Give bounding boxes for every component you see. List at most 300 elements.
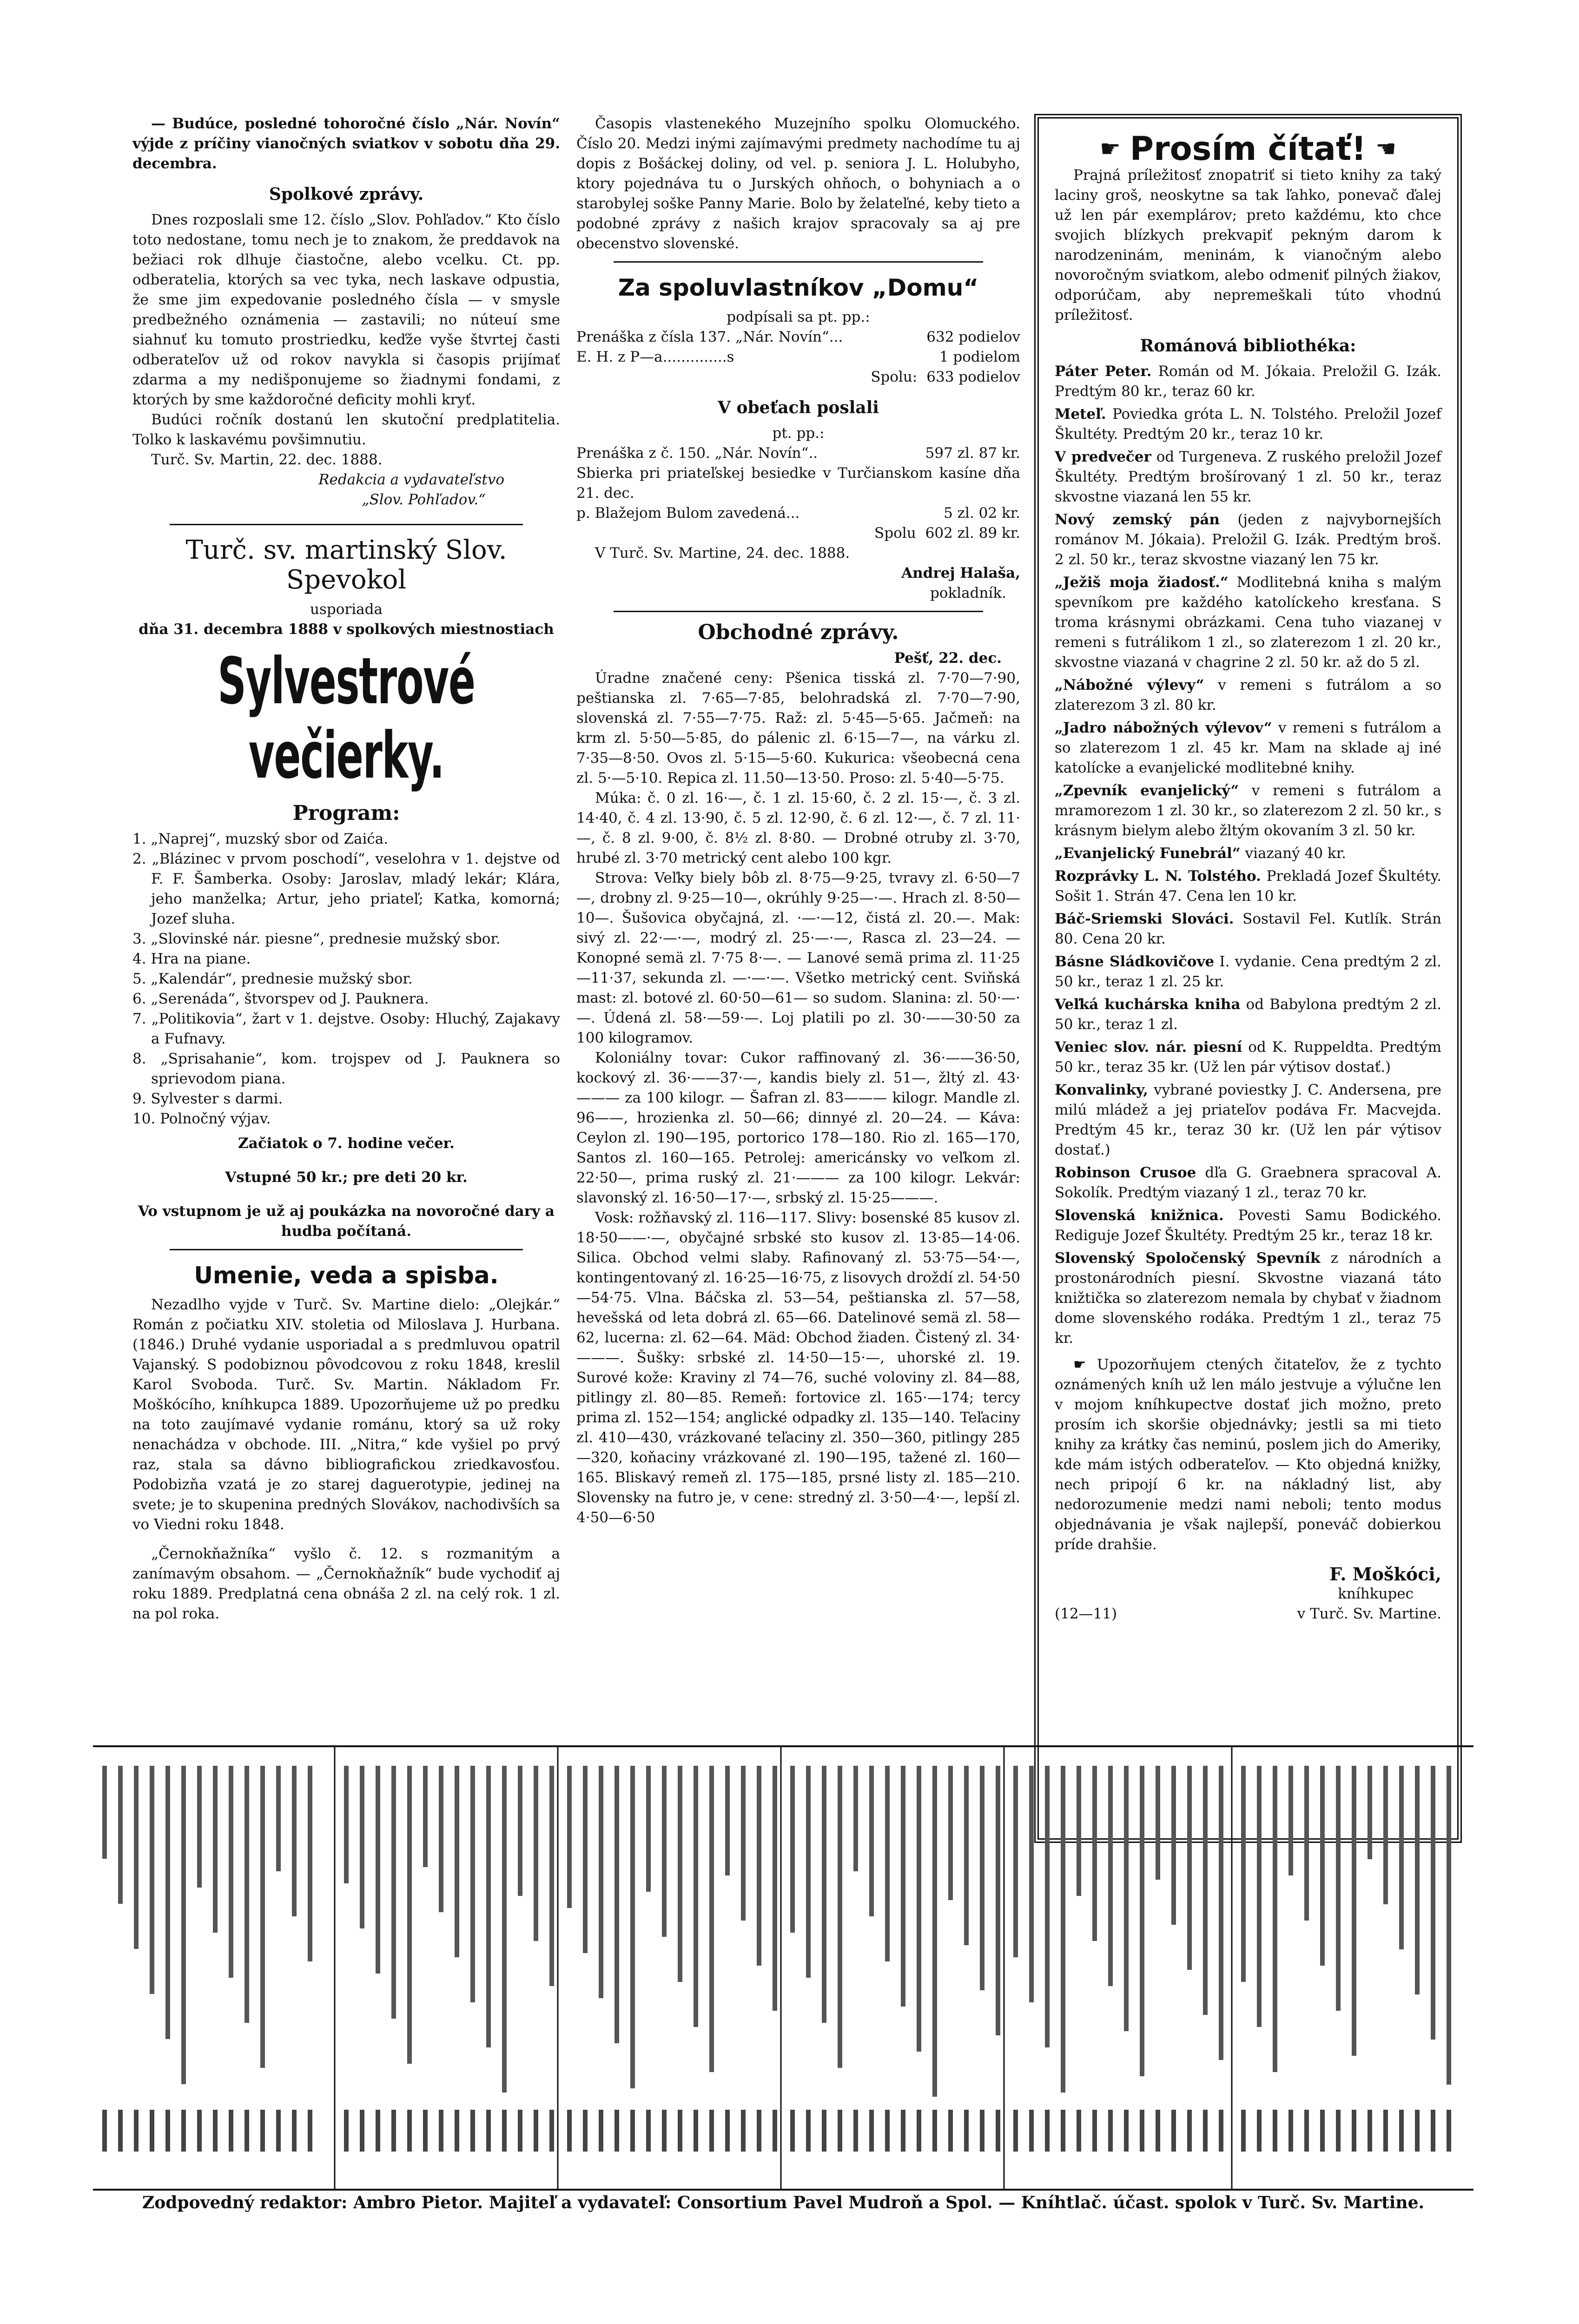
book-title: Robinson Crusoe bbox=[1055, 1164, 1196, 1181]
table-number bbox=[534, 2110, 538, 2152]
table-number bbox=[917, 2110, 921, 2152]
book-desc: od K. Ruppeldta. Predtým 50 kr., teraz 35 kr. (Už len pár výtisov dostať.) bbox=[1055, 1039, 1441, 1076]
table-number bbox=[423, 2110, 428, 2152]
table-number bbox=[773, 2110, 777, 2152]
obchodne-text-5: Vosk: rožňavský zl. 116—117. Slivy: bosenské 85 kusov zl. 18·50——·—, obyčajné srbské sto kusov zl. 13·85—14·06. Silica. Obchod velmi slaby. Rafinovaný zl. 53·75—54·—, kontingentovaný zl. 16·25—16·75, z lisovych droždí zl. 54·50—54·75. Vlna. Báčska zl. 53—54, peštianska zl. 57—58, hevešská od leta dobrá zl. 65—66. Datelinové semä zl. 58—62, lucerna: zl. 62—64. Mäd: Obchod žiaden. Čistený zl. 34·———. Šušky: srbské zl. 14·50—15·—, uhorské zl. 19. Surové kože: Kraviny zl 74—76, suché voloviny zl. 84—88, pitlingy zl. 80—85. Remeň: fortovice zl. 165·—174; tercy prima zl. 152—154; anglické odpadky zl. 135—140. Teľaciny zl. 410—430, vrázkované teľaciny zl. 350—360, pitlingy 285—320, koňaciny vrázkované zl. 190—195, tažené zl. 160—165. Bliskavý remeň zl. 175—185, prsné listy zl. 185—210. Slovensky na futro je, v cene: stredný zl. 3·50—4·—, lepší zl. 4·50—6·50 bbox=[576, 1209, 1020, 1526]
table-text-line bbox=[964, 1766, 969, 1945]
table-text-line bbox=[213, 1766, 218, 1933]
imprint-footer: Zodpovedný redaktor: Ambro Pietor. Majiteľ a vydavateľ: Consortium Pavel Mudroň a Spol. — Kníhtlač. účast. spolok v Turč. Sv. Martine. bbox=[142, 2193, 1425, 2212]
pointing-hand-icon: ☛ bbox=[1073, 1356, 1097, 1373]
book-desc: Sostavil Fel. Kutlík. Strán 80. Cena 20 kr. bbox=[1055, 911, 1441, 947]
book-entry bbox=[1055, 362, 1441, 402]
signature-footer bbox=[1055, 1604, 1441, 1624]
book-title: V predvečer bbox=[1055, 449, 1151, 465]
umenie-text: Nezadlho vyjde v Turč. Sv. Martine dielo: „Olejkár.“ Román z počiatku XIV. stoletia od Miloslava J. Hurbana. (1846.) Druhé vydanie usporiadal a s predmluvou opatril Vajanský. S podobiznou pôvodcovou z roku 1848, kreslil Karol Svoboda. Turč. Sv. Martin. Nákladom Fr. Moškócího, kníhkupca 1889. Upozorňujeme už po predku na toto zaujímavé vydanie románu, ktorý sa už roky nenachádza v obchode. III. „Nitra,“ kde vyšiel po prvý raz, stala sa dávno bibliografickou zriedkavosťou. Podobizňa vzatá je zo starej daguerotypie, jedinej na svete; je to skupenina predných Slovákov, nachodivších sa vo Viedni roku 1848. bbox=[132, 1296, 560, 1533]
domu-row bbox=[576, 347, 1020, 367]
divider bbox=[170, 524, 523, 525]
table-text-line bbox=[757, 1766, 761, 1966]
table-text-line bbox=[308, 1766, 312, 1961]
table-number bbox=[1368, 2110, 1372, 2152]
table-number bbox=[694, 2110, 698, 2152]
table-text-line bbox=[376, 1766, 380, 1974]
book-title: Konvalinky, bbox=[1055, 1082, 1148, 1098]
table-text-line bbox=[806, 1766, 811, 1978]
row-value: 633 podielov bbox=[926, 369, 1020, 385]
obchodne-text: Úradne značené ceny: Pšenica tisská zl. 7·70—7·90, peštianska zl. 7·65—7·85, belohradská zl. 7·70—7·90, slovenská zl. 7·55—7·75. Raž: zl. 5·45—5·65. Jačmeň: na krm zl. 5·50—5·85, do pálenic zl. 6·15—7—, na várku zl. 7·35—8·50. Ovos zl. 5·15—5·60. Kukurica: všeobecná cena zl. 5·—5·10. Repica zl. 11.50—13·50. Proso: zl. 5·40—5·75. bbox=[576, 670, 1020, 786]
table-text-line bbox=[391, 1766, 396, 2019]
table-text-line bbox=[244, 1766, 249, 2023]
book-title: Básne Sládkovičove bbox=[1055, 953, 1215, 970]
column-left bbox=[132, 114, 560, 1624]
table-number bbox=[118, 2110, 123, 2152]
table-number bbox=[486, 2110, 491, 2152]
spolkove-text: Dnes rozposlali sme 12. číslo „Slov. Pohľadov.“ Kto číslo toto nedostane, tomu nech je to znakom, že preddavok na bežiaci rok dlhuje čiastočne, alebo vcelku. Ct. pp. odberatelia, ktorých sa vec tyka, nech laskave odpustia, že sme jim expedovanie posledného čísla — v smysle predbežného oznámenia — zastavili; no núteuí sme siahnuť ku tomuto prostriedku, keďže vyše štvrtej časti odberateľov už od rokov navykla si časopis prijímať zdarma a my nedišponujeme so žiadnymi fondami, z ktorých by sme každoročné deficity mohli kryť. bbox=[132, 211, 560, 408]
domu-row bbox=[576, 327, 1020, 347]
row-label: p. Blažejom Bulom zavedená... bbox=[576, 505, 800, 522]
table-text-line bbox=[709, 1766, 714, 2072]
table-text-line bbox=[502, 1766, 507, 2093]
table-text-line bbox=[1124, 1766, 1129, 2031]
table-number bbox=[1320, 2110, 1325, 2152]
prosim-heading bbox=[1055, 130, 1441, 168]
obetach-row bbox=[576, 523, 1020, 543]
column-middle bbox=[576, 114, 1020, 1528]
pointing-hand-icon: ☛ bbox=[1099, 135, 1121, 162]
table-text-line bbox=[165, 1766, 170, 2039]
row-value: 602 zl. 89 kr. bbox=[925, 525, 1020, 541]
table-number bbox=[869, 2110, 874, 2152]
table-number bbox=[853, 2110, 858, 2152]
table-text-line bbox=[1288, 1766, 1293, 1875]
table-text-line bbox=[1077, 1766, 1081, 1896]
table-number bbox=[455, 2110, 459, 2152]
table-number bbox=[1187, 2110, 1192, 2152]
table-text-line bbox=[917, 1766, 921, 2052]
table-number bbox=[292, 2110, 297, 2152]
book-desc: vybrané poviestky J. C. Andersena, pre milú mládež a jej priateľov podáva Fr. Macvejda. Predtým 45 kr., teraz 30 kr. (Už len pár výtisov dostať.) bbox=[1055, 1082, 1442, 1158]
book-desc: od Babylona predtým 2 zl. 50 kr., teraz 1 zl. bbox=[1055, 996, 1441, 1033]
book-title: Slovenský Spoločenský Spevník bbox=[1055, 1250, 1321, 1267]
table-number bbox=[1431, 2110, 1435, 2152]
book-entry bbox=[1055, 573, 1441, 673]
program-item: 8. „Sprisahanie“, kom. trojspev od J. Pauknera so sprievodom piana. bbox=[132, 1050, 560, 1087]
table-number bbox=[599, 2110, 603, 2152]
row-label: Spolu: bbox=[871, 369, 918, 385]
table-number bbox=[502, 2110, 507, 2152]
book-entry bbox=[1055, 866, 1441, 906]
table-text-line bbox=[102, 1766, 107, 1859]
table-text-line bbox=[1013, 1766, 1018, 1957]
table-number bbox=[376, 2110, 380, 2152]
table-number bbox=[549, 2110, 554, 2152]
book-entry bbox=[1055, 675, 1441, 715]
program-item: 2. „Blázinec v prvom poschodí“, veselohra v 1. dejstve od F. F. Šamberka. Osoby: Jaroslav, mladý lekár; Klára, jeho manželka; Artur, jeho priateľ; Katka, komorná; Jozef sluha. bbox=[132, 851, 560, 927]
vstupom: Vo vstupnom je už aj poukázka na novoročné dary a hudba počítaná. bbox=[138, 1203, 555, 1240]
spevokol-sub: usporiada bbox=[310, 601, 383, 618]
table-text-line bbox=[1241, 1766, 1246, 1982]
table-number bbox=[741, 2110, 746, 2152]
table-number bbox=[806, 2110, 811, 2152]
obetach-sign-2: pokladník. bbox=[930, 585, 1006, 601]
book-entry bbox=[1055, 718, 1441, 778]
table-text-line bbox=[1156, 1766, 1160, 1880]
table-number bbox=[980, 2110, 984, 2152]
table-text-line bbox=[741, 1766, 746, 1921]
table-number bbox=[181, 2110, 186, 2152]
book-title: Slovenská knižnica. bbox=[1055, 1207, 1224, 1224]
table-number bbox=[725, 2110, 730, 2152]
table-number bbox=[1108, 2110, 1113, 2152]
table-text-line bbox=[292, 1766, 297, 1916]
table-number bbox=[439, 2110, 443, 2152]
sylvestrove-title: Sylvestrové večierky. bbox=[218, 644, 475, 793]
table-text-line bbox=[470, 1766, 475, 2002]
stock-exchange-table bbox=[93, 1745, 1473, 2191]
row-label: Sbierka pri priateľskej besiedke v Turčianskom kasíne dňa 21. dec. bbox=[576, 465, 1020, 502]
table-number bbox=[391, 2110, 396, 2152]
table-number bbox=[1219, 2110, 1223, 2152]
program-item: 4. Hra na piane. bbox=[132, 951, 251, 967]
book-entry bbox=[1055, 909, 1441, 949]
program-item: 6. „Serenáda“, štvorspev od J. Pauknera. bbox=[132, 990, 429, 1007]
domu-heading: Za spoluvlastníkov „Domu“ bbox=[618, 274, 979, 301]
table-text-line bbox=[260, 1766, 265, 2068]
table-text-line bbox=[344, 1766, 349, 1883]
table-number bbox=[1092, 2110, 1097, 2152]
obchodne-text-4: Koloniálny tovar: Cukor raffinovaný zl. 36·——36·50, kockový zl. 36·——37·—, kandis biely zl. 51—, žltý zl. 43·——— za 100 kilogr. — Šafran zl. 83——— kilogr. Mandle zl. 96——, hrozienka zl. 50—66; dinnyé zl. 20—24. — Káva: Ceylon zl. 190—195, portorico 178—180. Rio zl. 165—170, Santos zl. 160—165. Petrolej: americánsky vo veľkom zl. 22·50—, prima ruský zl. 21·——— za 100 kilogr. Lekvár: slavonský zl. 16·50—17·—, srbský zl. 15·25———. bbox=[576, 1050, 1020, 1206]
table-text-line bbox=[614, 1766, 619, 2043]
book-desc: Román od M. Jókaia. Preložil G. Izák. Predtým 80 kr., teraz 60 kr. bbox=[1055, 363, 1441, 400]
table-number bbox=[260, 2110, 265, 2152]
program-heading: Program: bbox=[292, 801, 400, 825]
book-entry bbox=[1055, 447, 1441, 507]
table-text-line bbox=[1219, 1766, 1223, 2060]
table-text-line bbox=[1368, 1766, 1372, 1859]
book-desc: dľa G. Graebnera spracoval A. Sokolík. Predtým viazaný 1 zl., teraz 70 kr. bbox=[1055, 1164, 1441, 1201]
table-number bbox=[1029, 2110, 1034, 2152]
table-number bbox=[1273, 2110, 1277, 2152]
table-number bbox=[276, 2110, 281, 2152]
book-entry bbox=[1055, 844, 1441, 864]
signature-role: kníhkupec bbox=[1338, 1585, 1414, 1602]
domu-row bbox=[576, 367, 1020, 387]
table-text-line bbox=[646, 1766, 651, 1892]
table-number bbox=[662, 2110, 667, 2152]
book-entry bbox=[1055, 1037, 1441, 1077]
zaciatok: Začiatok o 7. hodine večer. bbox=[238, 1135, 455, 1152]
obetach-sub: pt. pp.: bbox=[772, 425, 825, 442]
book-desc: Povesti Samu Bodického. Rediguje Jozef Škultéty. Predtým 25 kr., teraz 18 kr. bbox=[1055, 1207, 1441, 1244]
vstupne: Vstupné 50 kr.; pre deti 20 kr. bbox=[225, 1169, 468, 1186]
book-desc: (jeden z najvybornejších románov M. Jókaia). Preložil G. Izák. Predtým broš. 2 zl. 50 kr., teraz skvostne viazaný len 75 kr. bbox=[1055, 511, 1442, 568]
column-right-ad bbox=[1034, 114, 1462, 1843]
table-text-line bbox=[1203, 1766, 1208, 2015]
table-number bbox=[646, 2110, 651, 2152]
spolkove-text-2: Budúci ročník dostanú len skutoční predplatitelia. Tolko k laskavému povšimnutiu. bbox=[132, 411, 560, 448]
book-desc: v remeni s futrálom a mramorezom 1 zl. 30 kr., so zlaterezom 2 zl. 50 kr., s krásnym bielym alebo žltým okovaním 3 zl. 50 kr. bbox=[1055, 782, 1442, 839]
book-title: Nový zemský pán bbox=[1055, 511, 1220, 528]
table-text-line bbox=[885, 1766, 890, 1961]
book-title: „Evanjelický Funebrál“ bbox=[1055, 845, 1241, 862]
table-number bbox=[885, 2110, 890, 2152]
table-text-line bbox=[853, 1766, 858, 1871]
table-number bbox=[1352, 2110, 1356, 2152]
table-text-line bbox=[1187, 1766, 1192, 1970]
divider bbox=[170, 1249, 523, 1250]
table-text-line bbox=[118, 1766, 123, 1904]
obetach-row bbox=[576, 463, 1020, 503]
table-number bbox=[1257, 2110, 1262, 2152]
row-value: 5 zl. 02 kr. bbox=[944, 505, 1020, 522]
book-title: Rozprávky L. N. Tolstého. bbox=[1055, 868, 1261, 885]
table-number bbox=[1061, 2110, 1065, 2152]
table-number bbox=[165, 2110, 170, 2152]
row-value: 597 zl. 87 kr. bbox=[925, 445, 1020, 462]
table-text-line bbox=[134, 1766, 139, 1949]
obchodne-heading: Obchodné zprávy. bbox=[698, 621, 899, 644]
program-item: 3. „Slovinské nár. piesne“, prednesie mužský sbor. bbox=[132, 931, 501, 947]
table-text-line bbox=[838, 1766, 842, 2068]
table-number bbox=[822, 2110, 826, 2152]
table-number bbox=[1336, 2110, 1341, 2152]
table-number bbox=[1077, 2110, 1081, 2152]
table-text-line bbox=[694, 1766, 698, 2027]
book-title: „Jadro nábožných výlevov“ bbox=[1055, 720, 1272, 736]
obetach-heading: V obeťach poslali bbox=[718, 398, 879, 417]
spevokol-title: Turč. sv. martinský Slov. Spevokol bbox=[185, 535, 507, 595]
spolkove-place: Turč. Sv. Martin, 22. dec. 1888. bbox=[151, 451, 383, 468]
table-text-line bbox=[1273, 1766, 1277, 2072]
table-text-line bbox=[1431, 1766, 1435, 2040]
table-number bbox=[344, 2110, 349, 2152]
obetach-row bbox=[576, 443, 1020, 463]
table-text-line bbox=[901, 1766, 905, 2007]
table-text-line bbox=[1399, 1766, 1404, 1949]
table-number bbox=[1399, 2110, 1404, 2152]
table-number bbox=[614, 2110, 619, 2152]
book-list bbox=[1055, 362, 1441, 1348]
table-number bbox=[964, 2110, 969, 2152]
spolkove-sign-1: Redakcia a vydavateľstvo bbox=[318, 471, 504, 488]
row-label: Prenáška z č. 150. „Nár. Novín“.. bbox=[576, 445, 818, 462]
umenie-heading: Umenie, veda a spisba. bbox=[194, 1262, 499, 1289]
table-text-line bbox=[534, 1766, 538, 1941]
book-desc: viazaný 40 kr. bbox=[1245, 845, 1346, 862]
table-number bbox=[407, 2110, 412, 2152]
table-number bbox=[567, 2110, 572, 2152]
table-number bbox=[583, 2110, 588, 2152]
divider bbox=[614, 261, 983, 263]
table-text-line bbox=[229, 1766, 233, 1978]
table-text-line bbox=[583, 1766, 588, 1953]
book-title: „Zpevník evanjelický“ bbox=[1055, 782, 1239, 799]
table-text-line bbox=[360, 1766, 364, 1928]
table-text-line bbox=[518, 1766, 522, 1896]
row-label: Spolu bbox=[874, 525, 916, 541]
spevokol-date: dňa 31. decembra 1888 v spolkových miestnostiach bbox=[139, 621, 554, 638]
table-text-line bbox=[197, 1766, 202, 1888]
spolkove-heading: Spolkové zprávy. bbox=[269, 185, 424, 204]
table-text-line bbox=[1140, 1766, 1144, 2076]
upozornujem-body: Upozorňujem ctených čitateľov, že z tychto oznámených kníh už len málo jestvuje a výlučne len v mojom kníhkupectve dostať jich možno, preto prosím ich skoršie objednávky; jestli sa mi tieto knihy za krátky čas neminú, poslem jich do Ameriky, kde mám istých odberateľov. — Kto objedná knižky, nech pripojí 6 kr. na nákladný list, aby nedorozumenie medzi nami neboli; tento modus objednávania je však najlepší, poneváč dobierkou príde drahšie. bbox=[1055, 1356, 1441, 1553]
table-text-line bbox=[1352, 1766, 1356, 2056]
prosim-title: Prosím čítať! bbox=[1130, 130, 1367, 168]
casopis-text: Časopis vlastenekého Muzejního spolku Olomuckého. Číslo 20. Medzi inými zajímavými predmety nachodíme tu aj dopis z Bošáckej doliny, od vel. p. seniora J. L. Holubyho, ktory pojednáva tu o Jurských ohňoch, o bohyniach a o starobylej soške Panny Marie. Bolo by želateľné, keby tieto a podobné zprávy z našich krajov spracovaly sa aj pre obecenstvo slovenské. bbox=[576, 115, 1020, 252]
table-number bbox=[948, 2110, 953, 2152]
table-text-line bbox=[423, 1766, 428, 1867]
table-number bbox=[1045, 2110, 1050, 2152]
row-value: 632 podielov bbox=[926, 329, 1020, 345]
table-number bbox=[134, 2110, 139, 2152]
table-number bbox=[1171, 2110, 1176, 2152]
table-number bbox=[197, 2110, 202, 2152]
table-number bbox=[1415, 2110, 1420, 2152]
row-value: 1 podielom bbox=[939, 349, 1020, 365]
table-text-line bbox=[822, 1766, 826, 2023]
table-number bbox=[932, 2110, 937, 2152]
table-number bbox=[901, 2110, 905, 2152]
table-number bbox=[630, 2110, 635, 2152]
book-title: „Nábožné výlevy“ bbox=[1055, 677, 1204, 693]
obchodne-place: Pešť, 22. dec. bbox=[894, 650, 1002, 667]
table-text-line bbox=[486, 1766, 491, 2047]
book-entry bbox=[1055, 510, 1441, 570]
rotated-price-table-graphic bbox=[93, 1747, 1473, 2189]
upozornujem-text bbox=[1055, 1355, 1441, 1555]
program-item: 5. „Kalendár“, prednesie mužský sbor. bbox=[132, 971, 413, 987]
book-entry bbox=[1055, 952, 1441, 992]
table-text-line bbox=[276, 1766, 281, 1871]
book-desc: Prekladá Jozef Škultéty. Sošit 1. Strán 47. Cena len 10 kr. bbox=[1055, 868, 1441, 905]
table-number bbox=[1013, 2110, 1018, 2152]
table-text-line bbox=[1257, 1766, 1262, 2027]
table-text-line bbox=[439, 1766, 443, 1912]
book-desc: od Turgeneva. Z ruského preložil Jozef Škultéty. Predtým brošírovaný 1 zl. 50 kr., teraz skvostne viazaná len 55 kr. bbox=[1055, 449, 1442, 505]
table-text-line bbox=[1304, 1766, 1309, 1921]
cernoknaznik-text: „Černokňažníka“ vyšlo č. 12. s rozmanitým a zanímavým obsahom. — „Černokňažník“ bude vychodiť aj roku 1889. Predplatná cena obnáša 2 zl. na celý rok. 1 zl. na pol roka. bbox=[132, 1545, 560, 1622]
table-text-line bbox=[1447, 1766, 1451, 2085]
table-number bbox=[838, 2110, 842, 2152]
intro-notice: — Budúce, posledné tohoročné číslo „Nár. Novín“ výjde z príčiny vianočných sviatkov v sobotu dňa 29. decembra. bbox=[132, 115, 560, 172]
table-text-line bbox=[662, 1766, 667, 1937]
program-item: 7. „Politikovia“, žart v 1. dejstve. Osoby: Hluchý, Zajakavy a Fufnavy. bbox=[132, 1010, 560, 1047]
book-title: Báč-Sriemski Slováci. bbox=[1055, 911, 1234, 927]
row-label: E. H. z P—a..............s bbox=[576, 349, 734, 365]
table-number bbox=[244, 2110, 249, 2152]
table-number bbox=[102, 2110, 107, 2152]
table-text-line bbox=[599, 1766, 603, 1998]
book-desc: Modlitebná kniha s malým spevníkom pre každého katolíckeho kresťana. S troma krásnymi obrázkami. Cena tuho viazanej v remeni s futrálikom 1 zl., so zlaterezom 1 zl. 20 kr., skvostne viazaná v chagrine 2 zl. 50 kr. až do 5 zl. bbox=[1055, 574, 1441, 671]
pointing-hand-icon: ☚ bbox=[1375, 135, 1397, 162]
table-text-line bbox=[1415, 1766, 1420, 1994]
prosim-intro: Prajná príležitosť znopatriť si tieto knihy za taký laciny groš, neoskytne sa tak ľahko, ponevač ďalej už len pár exemplárov; preto každému, kto chce svojich blízkych prekvapiť pekným darom k narodzeninám, meninám, k vianočným alebo novoročným sviatkom, alebo odmeniť pilných žiakov, odporúčam, aby nepremeškali túto vhodnú príležitosť. bbox=[1055, 167, 1441, 324]
table-number bbox=[1124, 2110, 1129, 2152]
book-desc: Poviedka gróta L. N. Tolstého. Preložil Jozef Škultéty. Predtým 20 kr., teraz 10 kr. bbox=[1055, 406, 1442, 442]
table-number bbox=[518, 2110, 522, 2152]
signature-place: v Turč. Sv. Martine. bbox=[1297, 1605, 1441, 1622]
table-text-line bbox=[150, 1766, 154, 1994]
book-title: Veniec slov. nár. piesní bbox=[1055, 1039, 1242, 1056]
book-title: „Ježiš moja žiadosť.“ bbox=[1055, 574, 1229, 591]
table-number bbox=[1288, 2110, 1293, 2152]
program-item: 9. Sylvester s darmi. bbox=[132, 1090, 283, 1107]
table-text-line bbox=[567, 1766, 572, 1908]
table-text-line bbox=[455, 1766, 459, 1957]
signature-name: F. Moškóci, bbox=[1329, 1564, 1441, 1585]
table-number bbox=[1140, 2110, 1144, 2152]
table-text-line bbox=[678, 1766, 682, 1982]
table-number bbox=[308, 2110, 312, 2152]
romanova-heading: Románová bibliothéka: bbox=[1140, 336, 1356, 356]
table-text-line bbox=[725, 1766, 730, 1875]
table-number bbox=[1383, 2110, 1388, 2152]
table-text-line bbox=[980, 1766, 984, 1990]
table-text-line bbox=[1092, 1766, 1097, 1941]
book-desc: z národních a prostonárodních piesní. Skvostne viazaná táto knižtička so zlaterezom nemala by chybať v žiadnom dome slovenského rodáka. Predtým 1 zl., teraz 75 kr. bbox=[1055, 1250, 1441, 1347]
domu-sub: podpísali sa pt. pp.: bbox=[727, 309, 870, 325]
table-number bbox=[678, 2110, 682, 2152]
table-number bbox=[229, 2110, 233, 2152]
table-number bbox=[709, 2110, 714, 2152]
ad-code: (12—11) bbox=[1055, 1605, 1117, 1622]
table-text-line bbox=[181, 1766, 186, 2084]
book-title: Veľká kuchárska kniha bbox=[1055, 996, 1241, 1013]
obchodne-text-2: Múka: č. 0 zl. 16·—, č. 1 zl. 15·60, č. 2 zl. 15·—, č. 3 zl. 14·40, č. 4 zl. 13·90, č. 5 zl. 12·90, č. 6 zl. 12·—, č. 7 zl. 11·—, č. 8 zl. 9·00, č. 8½ zl. 8·80. — Drobné otruby zl. 3·70, hrubé zl. 3·70 metrický cent alebo 100 kgr. bbox=[576, 790, 1020, 866]
obetach-place: V Turč. Sv. Martine, 24. dec. 1888. bbox=[595, 545, 850, 561]
program-item: 1. „Naprej“, muzský sbor od Zaića. bbox=[132, 831, 389, 847]
book-entry bbox=[1055, 1206, 1441, 1246]
table-text-line bbox=[630, 1766, 635, 2088]
book-desc: v remeni s futrálom a so zlaterezom 1 zl. 45 kr. Mam na sklade aj iné katolícke a evanjelické modlitebné knihy. bbox=[1055, 720, 1441, 776]
book-entry bbox=[1055, 1080, 1441, 1160]
row-label: Prenáška z čísla 137. „Nár. Novín“... bbox=[576, 329, 843, 345]
table-number bbox=[1241, 2110, 1246, 2152]
program-item: 10. Polnočný výjav. bbox=[132, 1110, 271, 1127]
book-entry bbox=[1055, 781, 1441, 841]
table-number bbox=[1156, 2110, 1160, 2152]
book-desc: v remeni s futrálom a so zlaterezom 3 zl. 80 kr. bbox=[1055, 677, 1442, 713]
divider bbox=[614, 611, 983, 612]
table-text-line bbox=[790, 1766, 795, 1933]
table-text-line bbox=[1029, 1766, 1034, 2002]
spolkove-sign-2: „Slov. Pohľadov.“ bbox=[362, 491, 486, 508]
table-text-line bbox=[996, 1766, 1000, 2035]
table-text-line bbox=[869, 1766, 874, 1916]
table-text-line bbox=[1320, 1766, 1325, 1966]
table-text-line bbox=[407, 1766, 412, 2064]
table-text-line bbox=[1108, 1766, 1113, 1986]
book-title: Meteľ. bbox=[1055, 406, 1106, 423]
obchodne-text-3: Strova: Veľky biely bôb zl. 8·75—9·25, tvravy zl. 6·50—7—, drobny zl. 9·25—10—, okrúhly 9·25—·—. Hrach zl. 8·50—10—. Šušovica obyčajná, zl. ·—·—12, čistá zl. 20.—. Mak: sivý zl. 22·—·—, modrý zl. 25·—·—, Rasca zl. 23—24. — Konopné semä zl. 7·75 8·—. — Lanové semä prima zl. 11·25—11·37, sekunda zl. —·—·—. Všetko metrický cent. Sviňská mast: zl. botové zl. 60·50—61— so sudom. Slanina: zl. 50·—·—. Údená zl. 58·—59·—. Loj platili po zl. 30·——30·50 za 100 kilogramov. bbox=[576, 870, 1020, 1046]
table-number bbox=[1304, 2110, 1309, 2152]
book-desc: I. vydanie. Cena predtým 2 zl. 50 kr., teraz 1 zl. 25 kr. bbox=[1055, 953, 1441, 990]
table-number bbox=[1447, 2110, 1451, 2152]
book-entry bbox=[1055, 995, 1441, 1035]
table-number bbox=[757, 2110, 761, 2152]
book-title: Páter Peter. bbox=[1055, 363, 1152, 380]
table-number bbox=[470, 2110, 475, 2152]
table-text-line bbox=[1383, 1766, 1388, 1904]
table-text-line bbox=[1336, 1766, 1341, 2011]
obetach-row bbox=[576, 503, 1020, 523]
table-text-line bbox=[773, 1766, 777, 2011]
table-number bbox=[213, 2110, 218, 2152]
program-list bbox=[132, 829, 560, 1129]
table-number bbox=[150, 2110, 154, 2152]
obetach-sign-1: Andrej Halaša, bbox=[901, 565, 1020, 581]
book-entry bbox=[1055, 1248, 1441, 1348]
table-number bbox=[1203, 2110, 1208, 2152]
